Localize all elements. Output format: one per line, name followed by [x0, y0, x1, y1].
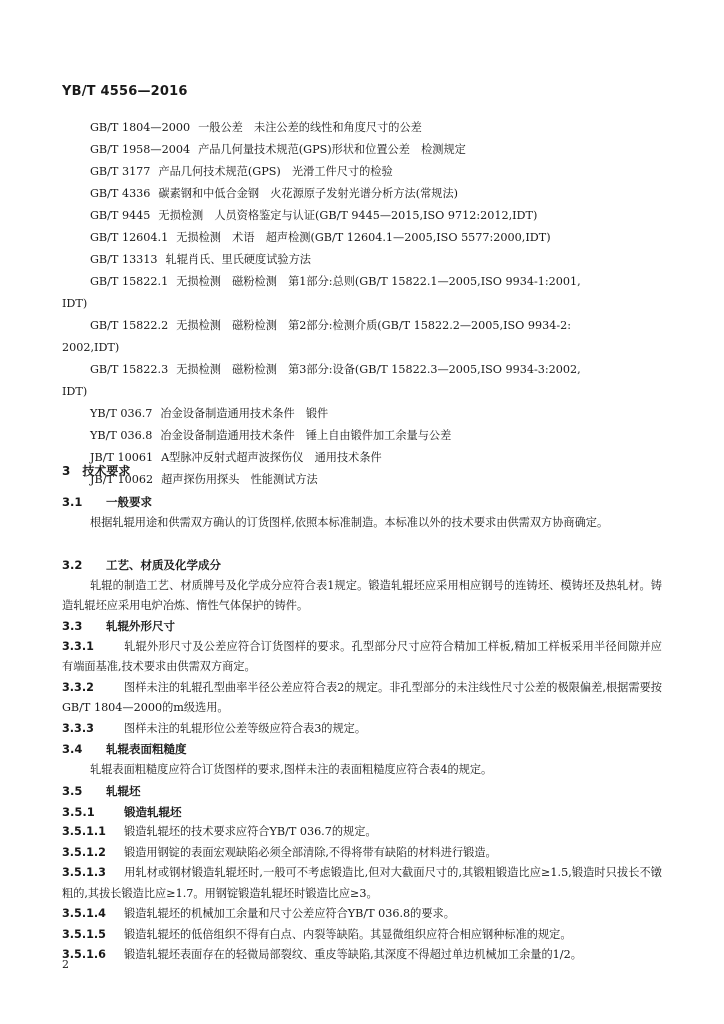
section-3-4-text: 轧辊表面粗糙度应符合订货图样的要求,图样未注的表面粗糙度应符合表4的规定。	[90, 762, 493, 776]
reference-code: YB/T 036.8	[90, 429, 153, 442]
reference-code: JB/T 10061	[90, 451, 154, 464]
section-3-5	[62, 781, 662, 966]
reference-continuation: IDT)	[62, 385, 88, 398]
reference-code: GB/T 9445	[90, 209, 151, 222]
reference-code: YB/T 036.7	[90, 407, 153, 420]
reference-item	[62, 469, 662, 491]
reference-item	[62, 447, 662, 469]
clause-number: 3.5.1.5	[62, 927, 106, 941]
clause-text: 锻造轧辊坯的技术要求应符合YB/T 036.7的规定。	[124, 825, 377, 838]
reference-code: GB/T 4336	[90, 187, 151, 200]
clause-number: 3.5.1.6	[62, 948, 106, 961]
reference-code: GB/T 13313	[90, 253, 158, 266]
reference-title: 轧辊肖氏、里氏硬度试验方法	[165, 253, 311, 266]
section-3-4	[62, 739, 662, 780]
reference-title: 冶金设备制造通用技术条件 锤上自由锻件加工余量与公差	[160, 429, 452, 442]
section-3-4-title: 轧辊表面粗糙度	[106, 742, 187, 756]
section-3-3-1-text: 轧辊外形尺寸及公差应符合订货图样的要求。孔型部分尺寸应符合精加工样板,精加工样板采用半径间隙并应有端面基准,技术要求由供需双方商定。	[62, 639, 662, 673]
reference-item	[62, 249, 662, 271]
section-3-4-number: 3.4	[62, 742, 83, 756]
section-3-1-number: 3.1	[62, 495, 83, 509]
section-3-3-2-number: 3.3.2	[62, 680, 94, 694]
section-3-2-number: 3.2	[62, 558, 83, 572]
reference-item	[62, 271, 662, 293]
reference-title: 无损检测 磁粉检测 第1部分:总则(GB/T 15822.1—2005,ISO 9934-1:2001,	[176, 275, 581, 288]
section-3-1-title: 一般要求	[106, 495, 152, 509]
reference-code: GB/T 12604.1	[90, 231, 169, 244]
reference-item	[62, 139, 662, 161]
reference-title: 碳素钢和中低合金钢 火花源原子发射光谱分析方法(常规法)	[158, 187, 459, 200]
clause-text: 锻造轧辊坯的机械加工余量和尺寸公差应符合YB/T 036.8的要求。	[124, 907, 455, 920]
reference-item	[62, 227, 662, 249]
reference-title: 无损检测 人员资格鉴定与认证(GB/T 9445—2015,ISO 9712:2012,IDT)	[158, 209, 538, 222]
reference-item	[62, 117, 662, 139]
clause-number: 3.5.1.4	[62, 907, 106, 920]
section-3-2-title: 工艺、材质及化学成分	[106, 558, 221, 572]
reference-title: 无损检测 磁粉检测 第2部分:检测介质(GB/T 15822.2—2005,ISO 9934-2:	[176, 319, 572, 332]
reference-title: 产品几何量技术规范(GPS)形状和位置公差 检测规定	[198, 143, 466, 156]
reference-code: GB/T 1958—2004	[90, 143, 191, 156]
reference-title: 产品几何技术规范(GPS) 光滑工件尺寸的检验	[158, 165, 393, 178]
reference-item	[62, 183, 662, 205]
reference-code: GB/T 1804—2000	[90, 121, 191, 134]
clause-item	[62, 925, 662, 946]
reference-continuation: 2002,IDT)	[62, 341, 120, 354]
section-3-2-text: 轧辊的制造工艺、材质牌号及化学成分应符合表1规定。锻造轧辊坯应采用相应钢号的连铸坯、模铸坯及热轧材。铸造轧辊坯应采用电炉冶炼、惰性气体保护的铸件。	[62, 578, 662, 612]
reference-code: JB/T 10062	[90, 473, 154, 486]
section-3-5-title: 轧辊坯	[106, 784, 141, 798]
clause-number: 3.5.1.3	[62, 866, 106, 879]
section-3-5-1-number: 3.5.1	[62, 804, 95, 819]
clause-number: 3.5.1.2	[62, 845, 106, 859]
section-3-5-1-title: 锻造轧辊坯	[124, 804, 182, 819]
clause-text: 锻造轧辊坯的低倍组织不得有白点、内裂等缺陷。其显微组织应符合相应钢种标准的规定。	[124, 927, 572, 941]
reference-item	[62, 315, 662, 337]
section-3-5-1-items	[62, 822, 662, 966]
reference-code: GB/T 15822.1	[90, 275, 169, 288]
reference-title: 一般公差 未注公差的线性和角度尺寸的公差	[198, 121, 422, 134]
section-3-3-3-number: 3.3.3	[62, 721, 94, 735]
reference-code: GB/T 15822.3	[90, 363, 169, 376]
reference-code: GB/T 15822.2	[90, 319, 169, 332]
reference-continuation: IDT)	[62, 297, 88, 310]
clause-item	[62, 863, 662, 904]
reference-item	[62, 161, 662, 183]
standard-number-header: YB/T 4556—2016	[62, 84, 188, 99]
section-3-3-1-number: 3.3.1	[62, 639, 94, 653]
reference-item	[62, 425, 662, 447]
reference-item	[62, 359, 662, 381]
section-3-3-3-text: 图样未注的轧辊形位公差等级应符合表3的规定。	[124, 721, 367, 735]
clause-item	[62, 843, 662, 864]
reference-title: 超声探伤用探头 性能测试方法	[161, 473, 318, 486]
reference-title: 冶金设备制造通用技术条件 锻件	[160, 407, 329, 420]
section-3-3-2-text: 图样未注的轧辊孔型曲率半径公差应符合表2的规定。非孔型部分的未注线性尺寸公差的极限偏差,根据需要按GB/T 1804—2000的m级选用。	[62, 680, 662, 714]
section-3-3-number: 3.3	[62, 619, 83, 633]
section-3-1	[62, 492, 662, 533]
page-number: 2	[62, 958, 69, 971]
reference-item	[62, 403, 662, 425]
section-3-heading: 3 技术要求	[62, 464, 131, 478]
clause-item	[62, 945, 662, 966]
section-3-1-text: 根据轧辊用途和供需双方确认的订货图样,依照本标准制造。本标准以外的技术要求由供需双方协商确定。	[90, 515, 609, 529]
reference-title: 无损检测 磁粉检测 第3部分:设备(GB/T 15822.3—2005,ISO 9934-3:2002,	[176, 363, 581, 376]
clause-text: 用轧材或钢材锻造轧辊坯时,一般可不考虑锻造比,但对大截面尺寸的,其锻粗锻造比应≥1.5,锻造时只拔长不镦粗的,其拔长锻造比应≥1.7。用钢锭锻造轧辊坯时锻造比应≥3。	[62, 866, 662, 900]
section-3-3-title: 轧辊外形尺寸	[106, 619, 175, 633]
clause-text: 锻造用钢锭的表面宏观缺陷必须全部清除,不得将带有缺陷的材料进行锻造。	[124, 845, 497, 859]
reference-code: GB/T 3177	[90, 165, 151, 178]
reference-title: A型脉冲反射式超声波探伤仪 通用技术条件	[161, 451, 382, 464]
section-3-3	[62, 616, 662, 739]
section-3-5-number: 3.5	[62, 784, 83, 798]
clause-item	[62, 822, 662, 843]
reference-item	[62, 205, 662, 227]
clause-number: 3.5.1.1	[62, 825, 106, 838]
reference-title: 无损检测 术语 超声检测(GB/T 12604.1—2005,ISO 5577:2000,IDT)	[176, 231, 551, 244]
normative-references-list	[62, 117, 662, 491]
section-3-2	[62, 555, 662, 617]
clause-text: 锻造轧辊坯表面存在的轻微局部裂纹、重皮等缺陷,其深度不得超过单边机械加工余量的1/2。	[124, 948, 582, 961]
clause-item	[62, 904, 662, 925]
